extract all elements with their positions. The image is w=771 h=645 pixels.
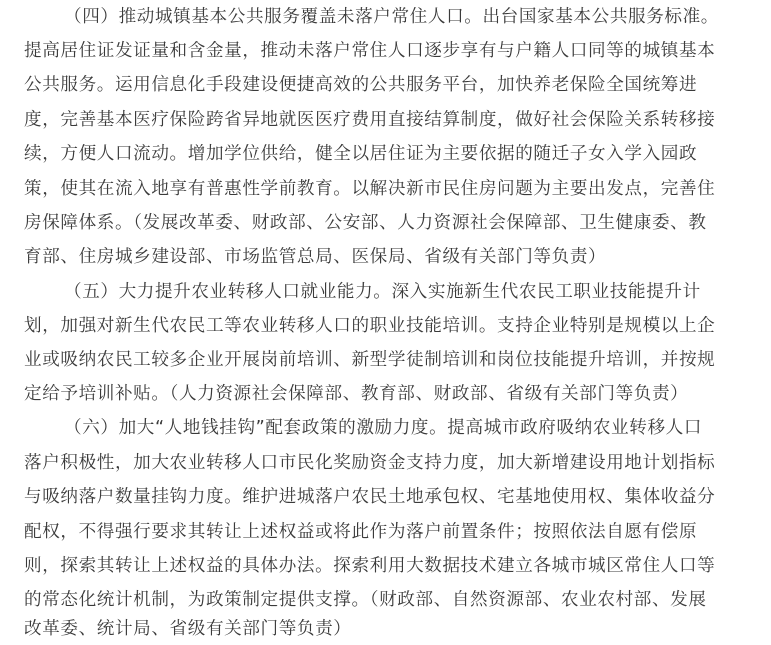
paragraph-4-line-5: 续，方便人口流动。增加学位供给，健全以居住证为主要依据的随迁子女入学入园政	[24, 144, 698, 164]
paragraph-4-line-7: 房保障体系。（发展改革委、财政部、公安部、人力资源社会保障部、卫生健康委、教	[24, 213, 707, 233]
paragraph-5-line-3: 业或吸纳农民工较多企业开展岗前培训、新型学徒制培训和岗位技能提升培训，并按规	[24, 350, 716, 370]
paragraph-6-line-3: 与吸纳落户数量挂钩力度。维护进城落户农民土地承包权、宅基地使用权、集体收益分	[24, 487, 716, 507]
paragraph-6-line-6: 的常态化统计机制，为政策制定提供支撑。（财政部、自然资源部、农业农村部、发展	[24, 590, 707, 610]
paragraph-5-line-4: 定给予培训补贴。（人力资源社会保障部、教育部、财政部、省级有关部门等负责）	[24, 384, 689, 404]
paragraph-6-line-2: 落户积极性，加大农业转移人口市民化奖励资金支持力度，加大新增建设用地计划指标	[24, 453, 716, 473]
paragraph-4-line-4: 度，完善基本医疗保险跨省异地就医医疗费用直接结算制度，做好社会保险关系转移接	[24, 110, 716, 130]
paragraph-6-line-5: 则，探索其转让上述权益的具体办法。探索利用大数据技术建立各城市城区常住人口等	[24, 556, 716, 576]
paragraph-6-line-4: 配权，不得强行要求其转让上述权益或将此作为落户前置条件；按照依法自愿有偿原	[24, 522, 698, 542]
paragraph-6-line-1: （六）加大“人地钱挂钩”配套政策的激励力度。提高城市政府吸纳农业转移人口	[64, 418, 703, 438]
paragraph-4-line-1: （四）推动城镇基本公共服务覆盖未落户常住人口。出台国家基本公共服务标准。	[64, 7, 719, 27]
paragraph-6-line-7: 改革委、统计局、省级有关部门等负责）	[24, 619, 352, 639]
paragraph-4-line-2: 提高居住证发证量和含金量，推动未落户常住人口逐步享有与户籍人口同等的城镇基本	[24, 41, 716, 61]
paragraph-4-line-6: 策，使其在流入地享有普惠性学前教育。以解决新市民住房问题为主要出发点，完善住	[24, 179, 716, 199]
paragraph-4-line-8: 育部、住房城乡建设部、市场监管总局、医保局、省级有关部门等负责）	[24, 247, 607, 267]
paragraph-4-line-3: 公共服务。运用信息化手段建设便捷高效的公共服务平台，加快养老保险全国统筹进	[24, 75, 698, 95]
paragraph-5-line-1: （五）大力提升农业转移人口就业能力。深入实施新生代农民工职业技能提升计	[64, 282, 701, 302]
paragraph-5-line-2: 划，加强对新生代农民工等农业转移人口的职业技能培训。支持企业特别是规模以上企	[24, 316, 716, 336]
